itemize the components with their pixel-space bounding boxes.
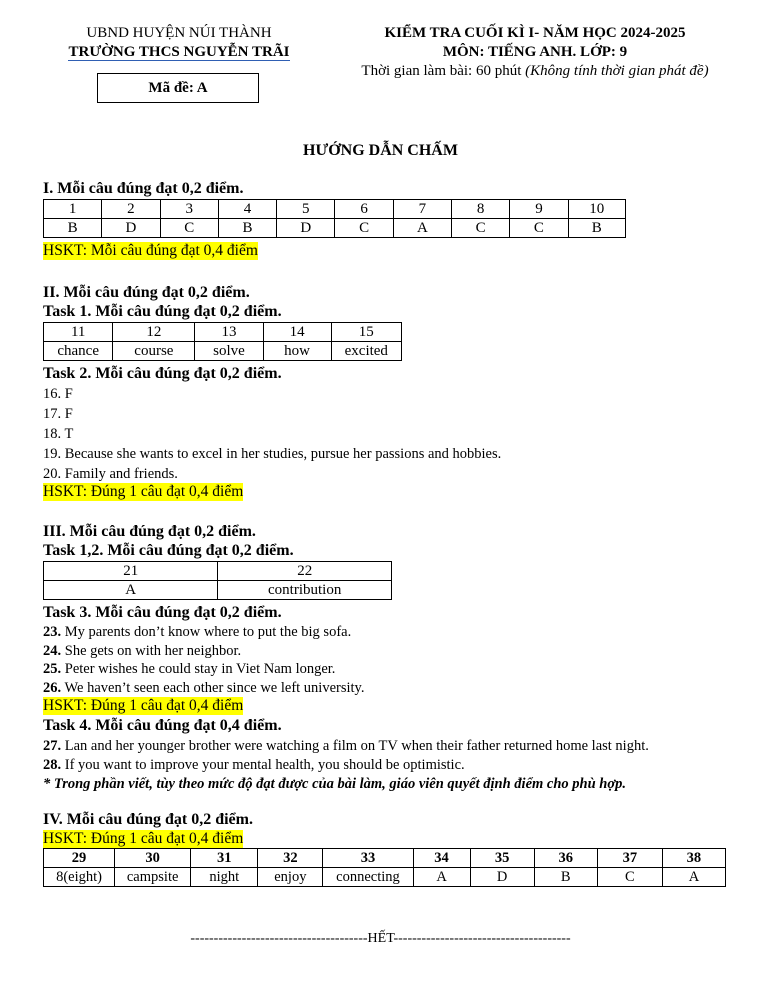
section3-task12-heading: Task 1,2. Mỗi câu đúng đạt 0,2 điểm. xyxy=(43,542,294,559)
section1-hskt-note: HSKT: Mỗi câu đúng đạt 0,4 điểm xyxy=(43,242,258,259)
answer-cell: D xyxy=(470,868,534,887)
table-row-numbers xyxy=(44,562,392,581)
answer-line: 20. Family and friends. xyxy=(43,466,178,482)
header-left xyxy=(44,24,314,62)
table-row-numbers xyxy=(44,200,626,219)
answer-cell: C xyxy=(510,219,568,238)
question-number-cell: 33 xyxy=(323,849,413,868)
section2-task1-table xyxy=(43,322,402,361)
end-marker: --------------------------------------HẾT-------------------------------------- xyxy=(190,931,571,946)
time-line xyxy=(330,62,740,81)
answer-cell: excited xyxy=(331,342,401,361)
question-number-cell: 3 xyxy=(160,200,218,219)
answer-cell: enjoy xyxy=(258,868,323,887)
question-number-cell: 8 xyxy=(452,200,510,219)
subject-line: MÔN: TIẾNG ANH. LỚP: 9 xyxy=(442,44,628,60)
section2-task2-heading: Task 2. Mỗi câu đúng đạt 0,2 điểm. xyxy=(43,365,282,382)
answer-text: Peter wishes he could stay in Viet Nam longer. xyxy=(61,661,336,677)
section4-hskt-note: HSKT: Đúng 1 câu đạt 0,4 điểm xyxy=(43,830,244,847)
answer-line: 16. F xyxy=(43,386,73,402)
answer-cell: campsite xyxy=(115,868,191,887)
section3-task3-heading: Task 3. Mỗi câu đúng đạt 0,2 điểm. xyxy=(43,604,282,621)
question-number-cell: 35 xyxy=(470,849,534,868)
question-number-cell: 38 xyxy=(662,849,725,868)
section4-answer-table xyxy=(43,848,726,887)
answer-cell: chance xyxy=(44,342,113,361)
table-row-answers xyxy=(44,581,392,600)
table-row-answers xyxy=(44,342,402,361)
exam-code-box: Mã đề: A xyxy=(97,73,259,103)
section2-hskt-note: HSKT: Đúng 1 câu đạt 0,4 điểm xyxy=(43,483,244,500)
question-number-cell: 10 xyxy=(568,200,625,219)
table-row-answers xyxy=(44,868,726,887)
question-number-cell: 11 xyxy=(44,323,113,342)
school-name xyxy=(44,43,314,62)
answer-number: 26. xyxy=(43,679,62,696)
question-number-cell: 6 xyxy=(335,200,393,219)
question-number-cell: 12 xyxy=(113,323,195,342)
answer-cell: A xyxy=(393,219,451,238)
question-number-cell: 14 xyxy=(263,323,331,342)
section2-heading: II. Mỗi câu đúng đạt 0,2 điểm. xyxy=(43,284,250,301)
answer-text: We haven’t seen each other since we left university. xyxy=(61,679,365,696)
answer-line xyxy=(43,623,351,641)
writing-note: * Trong phần viết, tùy theo mức độ đạt được của bài làm, giáo viên quyết định điểm cho phù hợp. xyxy=(43,776,627,792)
header-right xyxy=(330,24,740,81)
answer-cell: night xyxy=(191,868,258,887)
exam-title: KIỂM TRA CUỐI KÌ I- NĂM HỌC 2024-2025 xyxy=(384,25,686,41)
question-number-cell: 5 xyxy=(277,200,335,219)
section2-task1-heading: Task 1. Mỗi câu đúng đạt 0,2 điểm. xyxy=(43,303,282,320)
question-number-cell: 4 xyxy=(218,200,276,219)
question-number-cell: 32 xyxy=(258,849,323,868)
question-number-cell: 30 xyxy=(115,849,191,868)
section3-heading: III. Mỗi câu đúng đạt 0,2 điểm. xyxy=(43,523,256,540)
answer-cell: how xyxy=(263,342,331,361)
answer-line xyxy=(43,642,241,660)
question-number-cell: 15 xyxy=(331,323,401,342)
school-name-text: TRƯỜNG THCS NGUYỄN TRÃI xyxy=(68,44,290,60)
answer-cell: D xyxy=(277,219,335,238)
answer-line: 19. Because she wants to excel in her studies, pursue her passions and hobbies. xyxy=(43,446,502,462)
answer-cell: B xyxy=(534,868,597,887)
answer-cell: contribution xyxy=(218,581,392,600)
authority-name: UBND HUYỆN NÚI THÀNH xyxy=(86,25,272,41)
answer-cell: A xyxy=(662,868,725,887)
question-number-cell: 29 xyxy=(44,849,115,868)
table-row-numbers xyxy=(44,323,402,342)
question-number-cell: 36 xyxy=(534,849,597,868)
answer-cell: B xyxy=(218,219,276,238)
time-note: (Không tính thời gian phát đề) xyxy=(525,63,709,79)
answer-number: 27. xyxy=(43,738,62,754)
question-number-cell: 22 xyxy=(218,562,392,581)
answer-text: If you want to improve your mental health, you should be optimistic. xyxy=(61,756,465,773)
section1-answer-table xyxy=(43,199,626,238)
answer-number: 23. xyxy=(43,624,62,640)
answer-line: 17. F xyxy=(43,406,73,422)
question-number-cell: 31 xyxy=(191,849,258,868)
answer-cell: B xyxy=(44,219,102,238)
answer-cell: C xyxy=(597,868,662,887)
question-number-cell: 7 xyxy=(393,200,451,219)
answer-text: She gets on with her neighbor. xyxy=(61,642,242,659)
answer-cell: A xyxy=(44,581,218,600)
answer-line xyxy=(43,660,335,678)
answer-text: My parents don’t know where to put the big sofa. xyxy=(61,624,352,640)
table-row-answers xyxy=(44,219,626,238)
answer-cell: solve xyxy=(195,342,263,361)
answer-line: 18. T xyxy=(43,426,74,442)
question-number-cell: 21 xyxy=(44,562,218,581)
answer-number: 28. xyxy=(43,756,62,773)
answer-cell: C xyxy=(160,219,218,238)
section3-task4-heading: Task 4. Mỗi câu đúng đạt 0,4 điểm. xyxy=(43,717,282,734)
answer-cell: A xyxy=(413,868,470,887)
answer-line xyxy=(43,756,465,774)
question-number-cell: 9 xyxy=(510,200,568,219)
answer-line xyxy=(43,737,649,755)
answer-line xyxy=(43,679,364,697)
page-title: HƯỚNG DẪN CHẤM xyxy=(303,142,458,159)
answer-cell: C xyxy=(452,219,510,238)
section1-heading: I. Mỗi câu đúng đạt 0,2 điểm. xyxy=(43,180,244,197)
question-number-cell: 34 xyxy=(413,849,470,868)
answer-cell: B xyxy=(568,219,625,238)
answer-text: Lan and her younger brother were watching a film on TV when their father returned home last night. xyxy=(61,738,649,754)
section3-hskt-note: HSKT: Đúng 1 câu đạt 0,4 điểm xyxy=(43,697,244,714)
answer-cell: C xyxy=(335,219,393,238)
time-label: Thời gian làm bài: 60 phút xyxy=(361,63,526,79)
answer-cell: connecting xyxy=(323,868,413,887)
question-number-cell: 2 xyxy=(102,200,160,219)
section4-heading: IV. Mỗi câu đúng đạt 0,2 điểm. xyxy=(43,811,253,828)
answer-cell: course xyxy=(113,342,195,361)
answer-cell: 8(eight) xyxy=(44,868,115,887)
answer-number: 25. xyxy=(43,661,62,677)
question-number-cell: 1 xyxy=(44,200,102,219)
answer-cell: D xyxy=(102,219,160,238)
question-number-cell: 37 xyxy=(597,849,662,868)
answer-number: 24. xyxy=(43,642,62,659)
question-number-cell: 13 xyxy=(195,323,263,342)
table-row-numbers xyxy=(44,849,726,868)
section3-task12-table xyxy=(43,561,392,600)
